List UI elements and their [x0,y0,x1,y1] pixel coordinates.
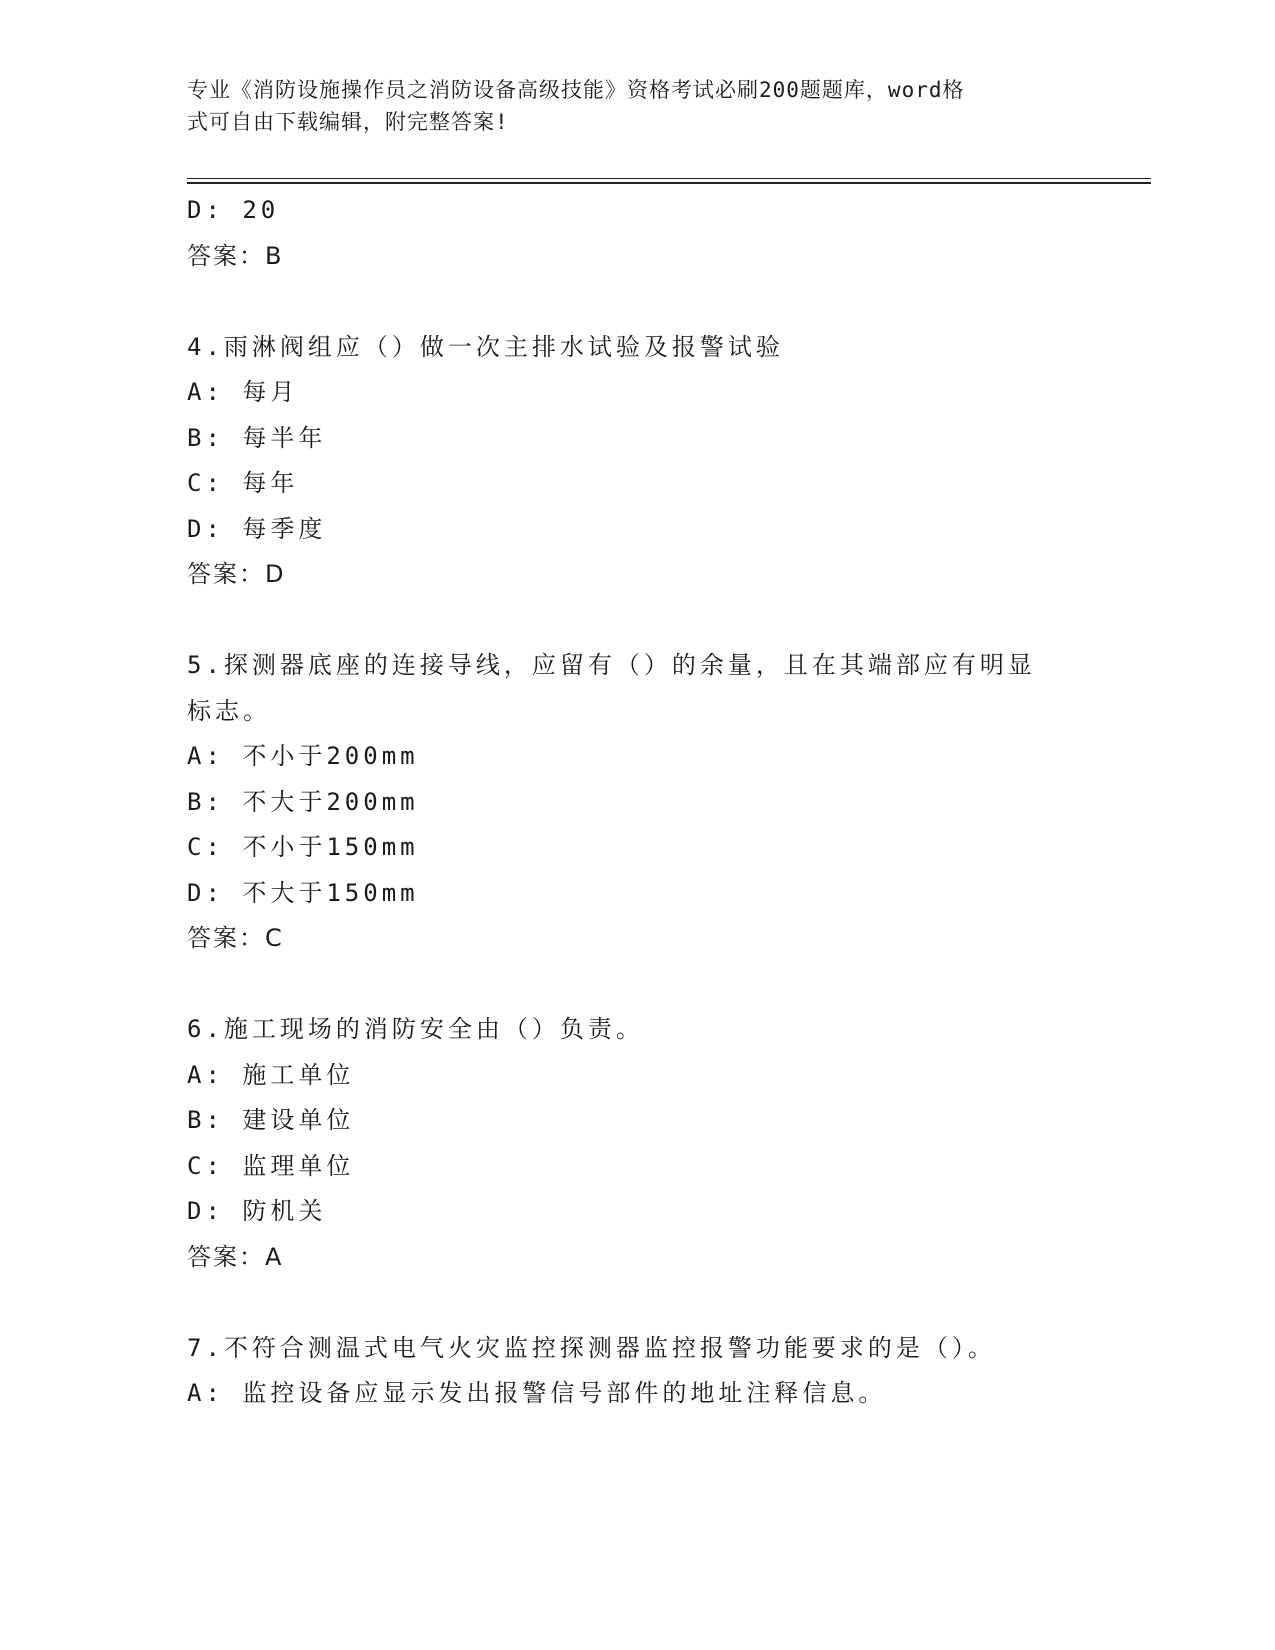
answer-line: 答案：D [187,560,286,588]
question-stem: 4.雨淋阀组应（）做一次主排水试验及报警试验 [187,332,784,361]
spacer [187,1280,1087,1326]
spacer [187,962,1087,1008]
option-b: B: 每半年 [187,423,327,452]
question-stem-line-1: 5.探测器底座的连接导线，应留有（）的余量，且在其端部应有明显 [187,651,1036,679]
question-stem-line-2: 标志。 [187,696,271,725]
option-b: B: 不大于200mm [187,787,419,816]
option-d: D: 防机关 [187,1197,327,1225]
option-a: A: 每月 [187,378,299,406]
header-line-1: 专业《消防设施操作员之消防设备高级技能》资格考试必刷200题题库，word格 [187,78,965,102]
option-b: B: 建设单位 [187,1106,355,1134]
answer-line: 答案：A [187,1242,284,1271]
question-list [187,188,1087,1417]
question-3-tail [187,188,1087,279]
header-divider-thin [187,178,1151,179]
option-a: A: 监控设备应显示发出报警信号部件的地址注释信息。 [187,1379,887,1407]
option-d: D: 20 [187,196,280,224]
header-line-2: 式可自由下载编辑，附完整答案! [187,110,509,134]
question-7 [187,1326,1087,1417]
question-4 [187,325,1087,598]
option-d: D: 不大于150mm [187,878,419,907]
question-stem: 6.施工现场的消防安全由（）负责。 [187,1015,644,1043]
document-header [187,74,1067,138]
question-5 [187,643,1087,962]
option-a: A: 不小于200mm [187,742,419,770]
spacer [187,279,1087,325]
option-c: C: 每年 [187,469,299,497]
header-divider-thick [187,182,1151,184]
answer-line: 答案：C [187,924,284,952]
option-c: C: 监理单位 [187,1151,355,1180]
option-c: C: 不小于150mm [187,833,419,861]
question-stem: 7.不符合测温式电气火灾监控探测器监控报警功能要求的是（）。 [187,1333,996,1362]
spacer [187,598,1087,644]
option-d: D: 每季度 [187,514,327,543]
option-a: A: 施工单位 [187,1060,355,1089]
answer-line: 答案：B [187,241,284,270]
question-6 [187,1007,1087,1280]
